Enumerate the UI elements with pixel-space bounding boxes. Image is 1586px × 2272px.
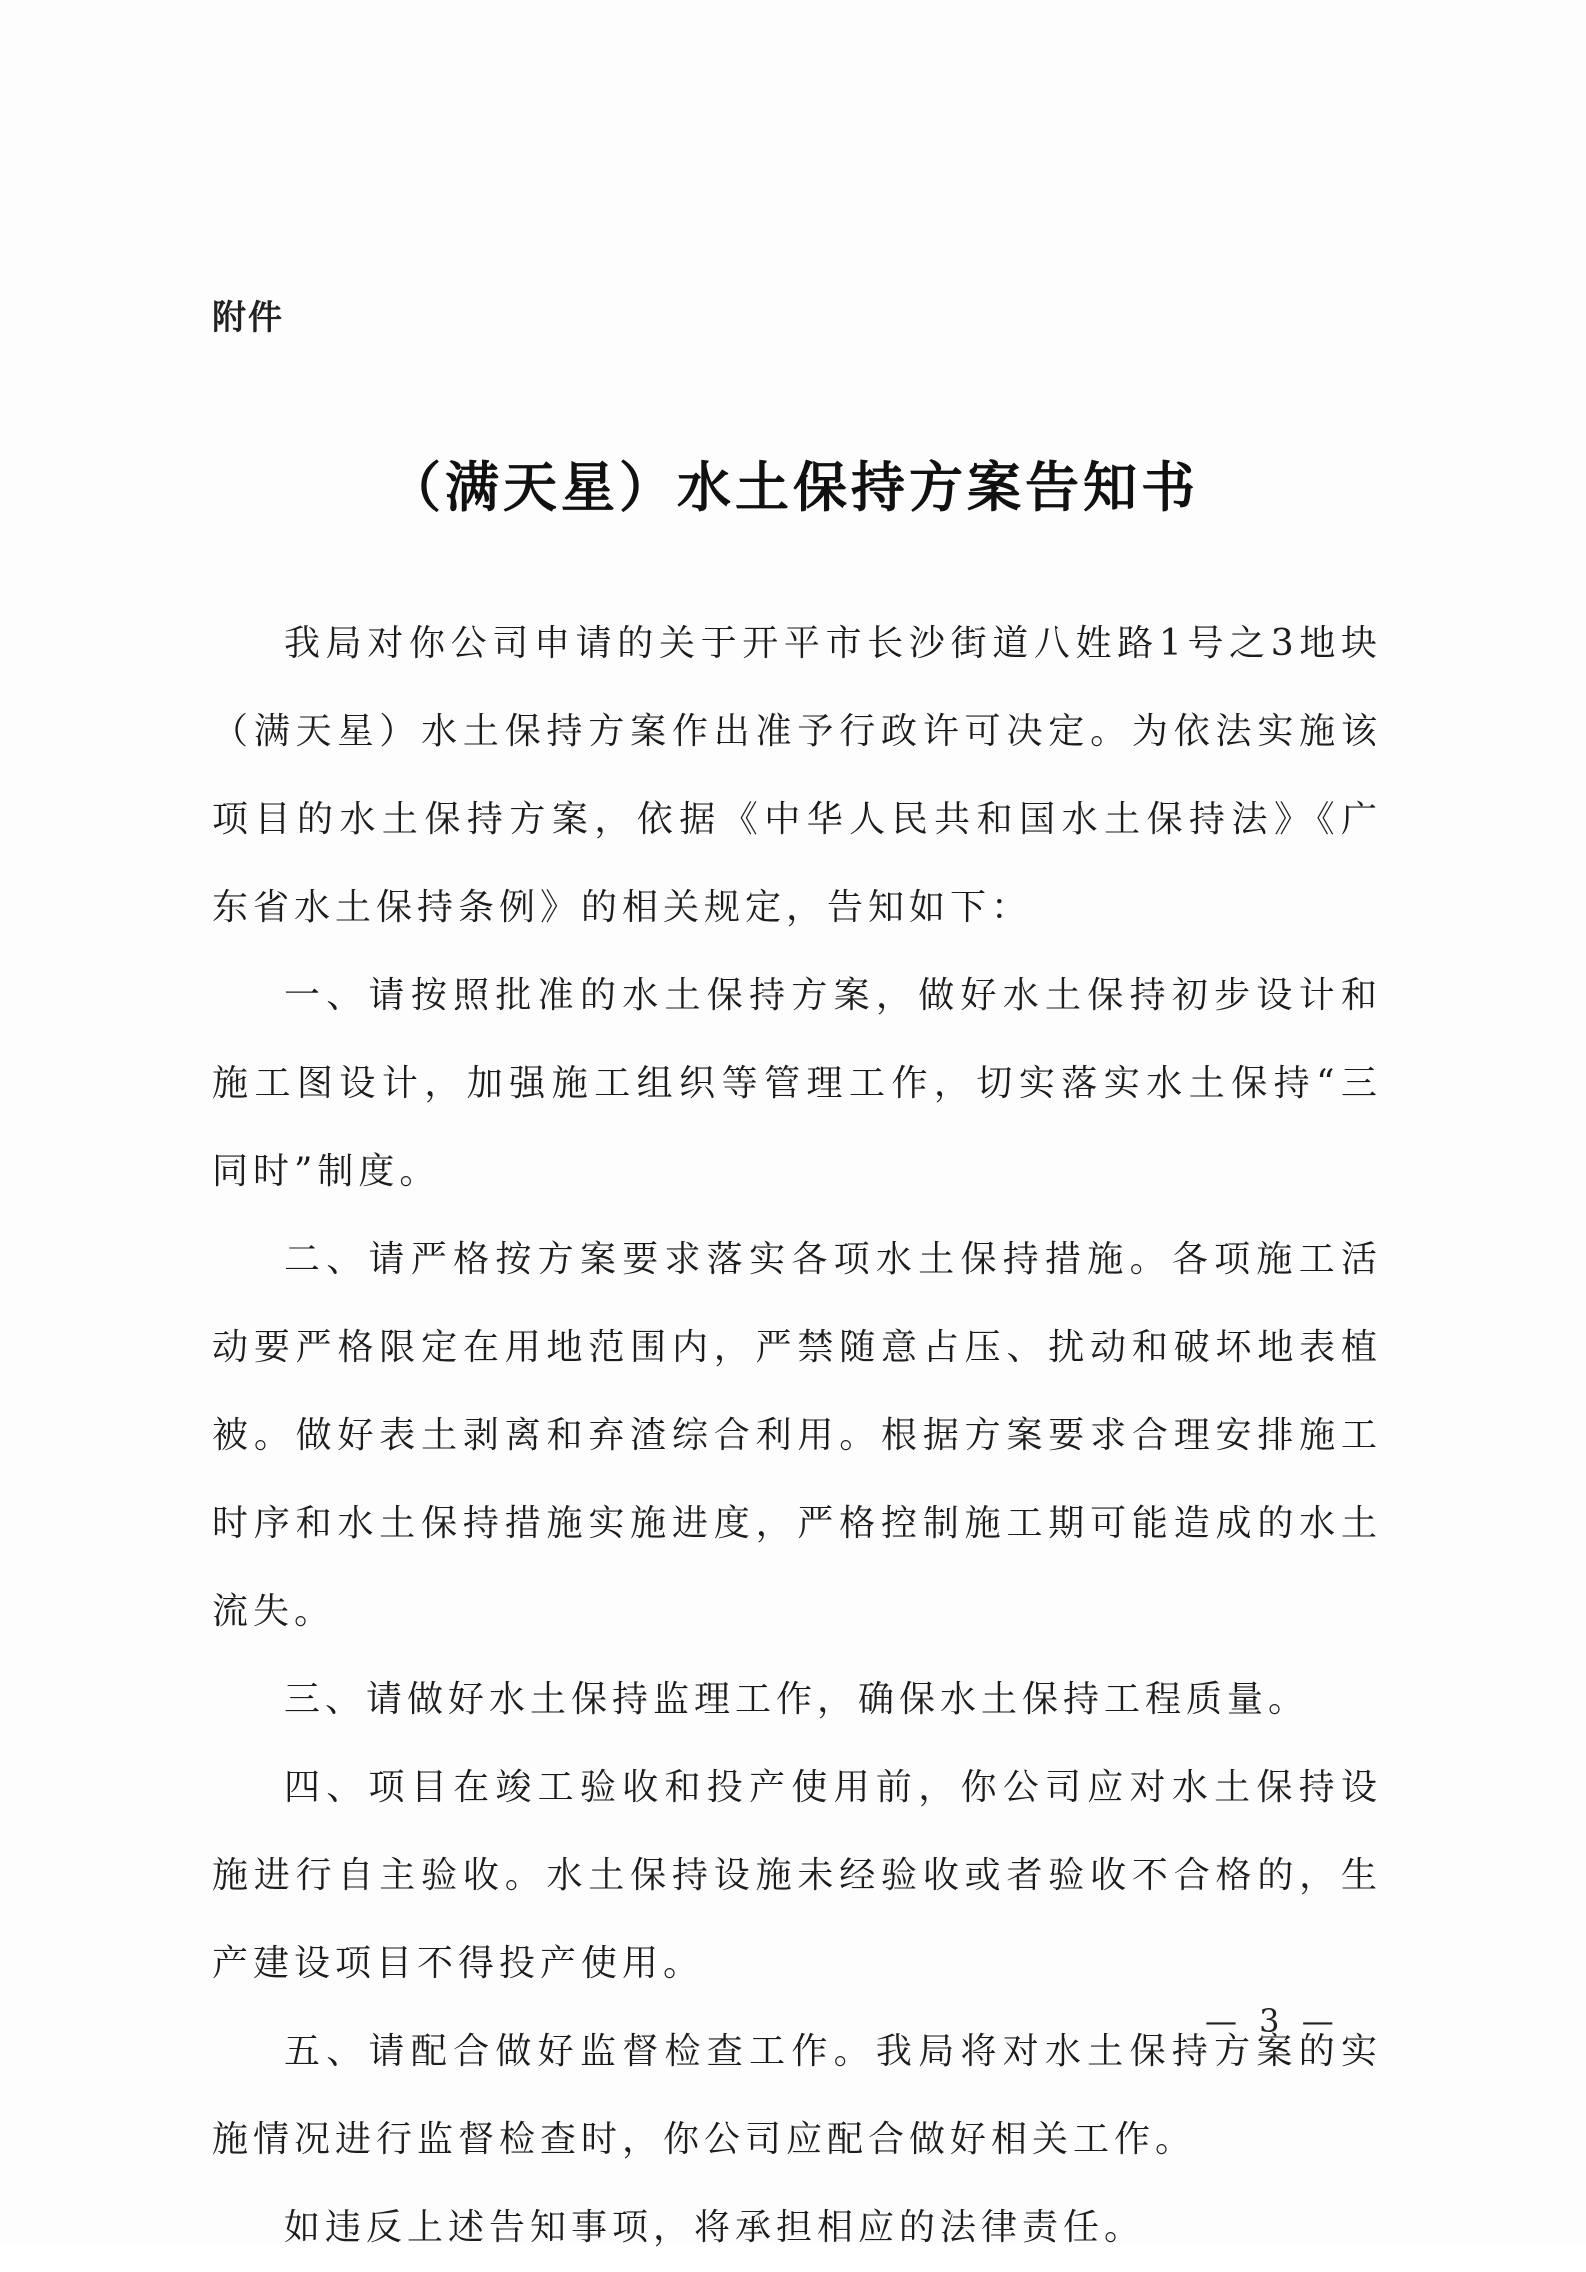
item-4-paragraph: 四、项目在竣工验收和投产使用前，你公司应对水土保持设施进行自主验收。水土保持设施未经验收或者验收不合格的，生产建设项目不得投产使用。: [212, 1767, 1382, 1984]
item-2-paragraph: 二、请严格按方案要求落实各项水土保持措施。各项施工活动要严格限定在用地范围内，严禁随意占压、扰动和破坏地表植被。做好表土剥离和弃渣综合利用。根据方案要求合理安排施工时序和水土保持措施实施进度，严格控制施工期可能造成的水土流失。: [212, 1239, 1382, 1632]
item-3-paragraph: 三、请做好水土保持监理工作，确保水土保持工程质量。: [284, 1679, 1310, 1720]
item-5-paragraph: 五、请配合做好监督检查工作。我局将对水土保持方案的实施情况进行监督检查时，你公司应配合做好相关工作。: [212, 2031, 1382, 2160]
item-1-paragraph: 一、请按照批准的水土保持方案，做好水土保持初步设计和施工图设计，加强施工组织等管理工作，切实落实水土保持“三同时”制度。: [212, 975, 1382, 1192]
closing-paragraph: 如违反上述告知事项，将承担相应的法律责任。: [284, 2207, 1146, 2248]
intro-paragraph: 我局对你公司申请的关于开平市长沙街道八姓路1号之3地块（满天星）水土保持方案作出准予行政许可决定。为依法实施该项目的水土保持方案，依据《中华人民共和国水土保持法》《广东省水土保持条例》的相关规定，告知如下：: [212, 623, 1382, 928]
document-title: （满天星）水土保持方案告知书: [387, 456, 1199, 519]
page-number: — 3 —: [1205, 2002, 1340, 2040]
attachment-label: 附件: [212, 298, 284, 338]
